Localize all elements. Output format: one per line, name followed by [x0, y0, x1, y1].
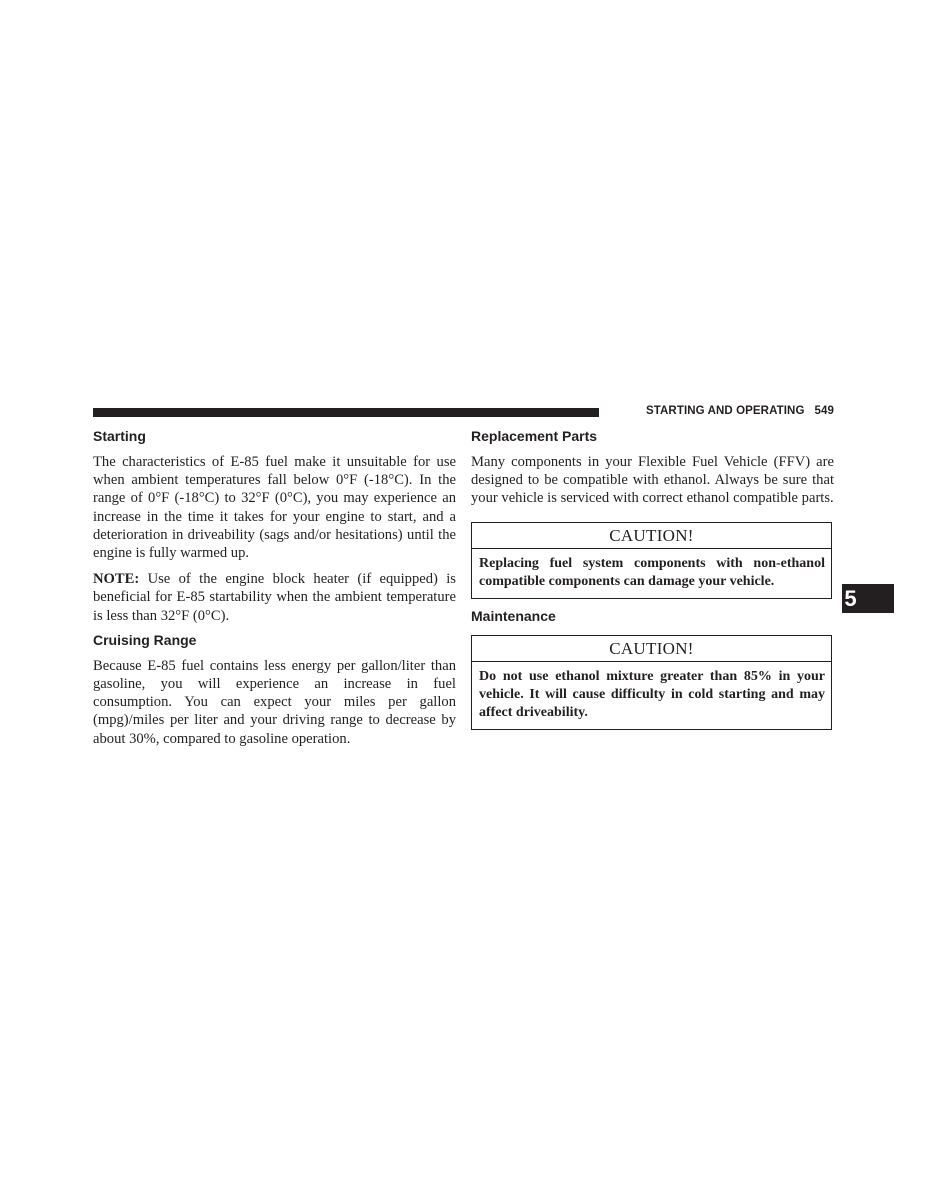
chapter-tab — [842, 584, 894, 613]
cruising-paragraph: Because E-85 fuel contains less energy per gallon/liter than gasoline, you will experience an increase in fuel consumption. You can expect your miles per gallon (mpg)/miles per liter and your driving range to decrease by about 30%, compared to gasoline operation. — [93, 657, 456, 747]
note-text: Use of the engine block heater (if equipped) is beneficial for E-85 startability when the ambient temperature is less than 32°F (0°C). — [93, 571, 456, 624]
heading-replacement-parts: Replacement Parts — [471, 428, 598, 444]
left-column — [93, 426, 456, 748]
caution-title: CAUTION! — [472, 523, 831, 549]
running-header — [608, 405, 834, 417]
starting-paragraph: The characteristics of E-85 fuel make it unsuitable for use when ambient temperatures fall below 0°F (-18°C). In the range of 0°F (-18°C) to 32°F (0°C), you may experience an increase in the time it takes for your engine to start, and a deterioration in driveability (sags and/or hesitations) until the engine is fully warmed up. — [93, 454, 456, 562]
page-number: 549 — [814, 405, 834, 417]
heading-starting: Starting — [93, 428, 146, 444]
heading-maintenance: Maintenance — [471, 607, 556, 624]
replacement-paragraph: Many components in your Flexible Fuel Vehicle (FFV) are designed to be compatible with ethanol. Always be sure that your vehicle is serviced with correct ethanol compatible parts. — [471, 454, 834, 507]
header-rule — [93, 408, 599, 417]
caution-box-replacement — [471, 522, 832, 599]
caution-text: Replacing fuel system components with non-ethanol compatible components can damage your vehicle. — [479, 555, 825, 589]
chapter-number: 5 — [844, 586, 857, 611]
section-title: STARTING AND OPERATING — [645, 405, 805, 417]
note-label: NOTE: — [93, 571, 140, 588]
caution-box-maintenance — [471, 635, 832, 730]
right-column — [471, 426, 834, 730]
note-paragraph — [93, 570, 456, 625]
heading-cruising-range: Cruising Range — [93, 631, 197, 648]
caution-title: CAUTION! — [472, 636, 831, 662]
caution-text: Do not use ethanol mixture greater than 85% in your vehicle. It will cause difficulty in cold starting and may affect driveability. — [479, 668, 825, 720]
